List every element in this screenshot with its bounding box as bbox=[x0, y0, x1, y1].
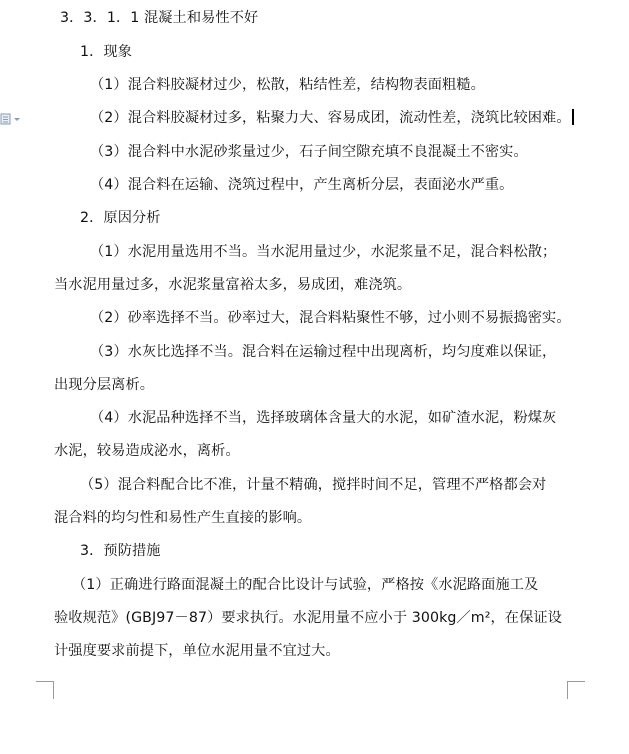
paragraph-line-with-cursor bbox=[90, 108, 574, 128]
section-heading: 3．3．1．1 混凝土和易性不好 bbox=[60, 10, 259, 26]
paste-options-icon[interactable] bbox=[0, 113, 22, 125]
paragraph-line: （2）砂率选择不当。砂率过大，混合料粘聚性不够，过小则不易振捣密实。 bbox=[90, 310, 571, 326]
paragraph-line: （1）正确进行路面混凝土的配合比设计与试验，严格按《水泥路面施工及 bbox=[72, 577, 539, 593]
paragraph-line: 水泥，较易造成泌水，离析。 bbox=[54, 443, 240, 459]
paragraph-line: 出现分层离析。 bbox=[54, 377, 155, 393]
paragraph-line: （4）水泥品种选择不当，选择玻璃体含量大的水泥，如矿渣水泥，粉煤灰 bbox=[90, 410, 557, 426]
page-corner-mark-right bbox=[567, 681, 585, 699]
paragraph-line: （4）混合料在运输、浇筑过程中，产生离析分层，表面泌水严重。 bbox=[90, 177, 514, 193]
subheading-causes: 2．原因分析 bbox=[80, 210, 161, 226]
paragraph-line: （1）水泥用量选用不当。当水泥用量过少，水泥浆量不足，混合料松散； bbox=[90, 244, 557, 260]
paragraph-line: 混合料的均匀性和易性产生直接的影响。 bbox=[54, 510, 312, 526]
subheading-phenomenon: 1．现象 bbox=[80, 44, 132, 60]
text-cursor-icon bbox=[572, 109, 574, 125]
paragraph-line: 当水泥用量过多，水泥浆量富裕太多，易成团，难浇筑。 bbox=[54, 277, 412, 293]
paragraph-line: （3）水灰比选择不当。混合料在运输过程中出现离析，均匀度难以保证， bbox=[90, 344, 557, 360]
page-corner-mark-left bbox=[36, 681, 54, 699]
paragraph-line: （1）混合料胶凝材过少，松散，粘结性差，结构物表面粗糙。 bbox=[90, 77, 485, 93]
paragraph-text: （2）混合料胶凝材过多，粘聚力大、容易成团，流动性差，浇筑比较困难。 bbox=[90, 110, 571, 126]
paragraph-line: （3）混合料中水泥砂浆量过少，石子间空隙充填不良混凝土不密实。 bbox=[90, 144, 528, 160]
paragraph-line: 验收规范》(GBJ97－87）要求执行。水泥用量不应小于 300kg／m²，在保证设 bbox=[54, 610, 562, 626]
paragraph-line: 计强度要求前提下，单位水泥用量不宜过大。 bbox=[54, 643, 340, 659]
subheading-prevention: 3．预防措施 bbox=[80, 543, 161, 559]
paragraph-line: （5）混合料配合比不准，计量不精确，搅拌时间不足，管理不严格都会对 bbox=[80, 477, 547, 493]
